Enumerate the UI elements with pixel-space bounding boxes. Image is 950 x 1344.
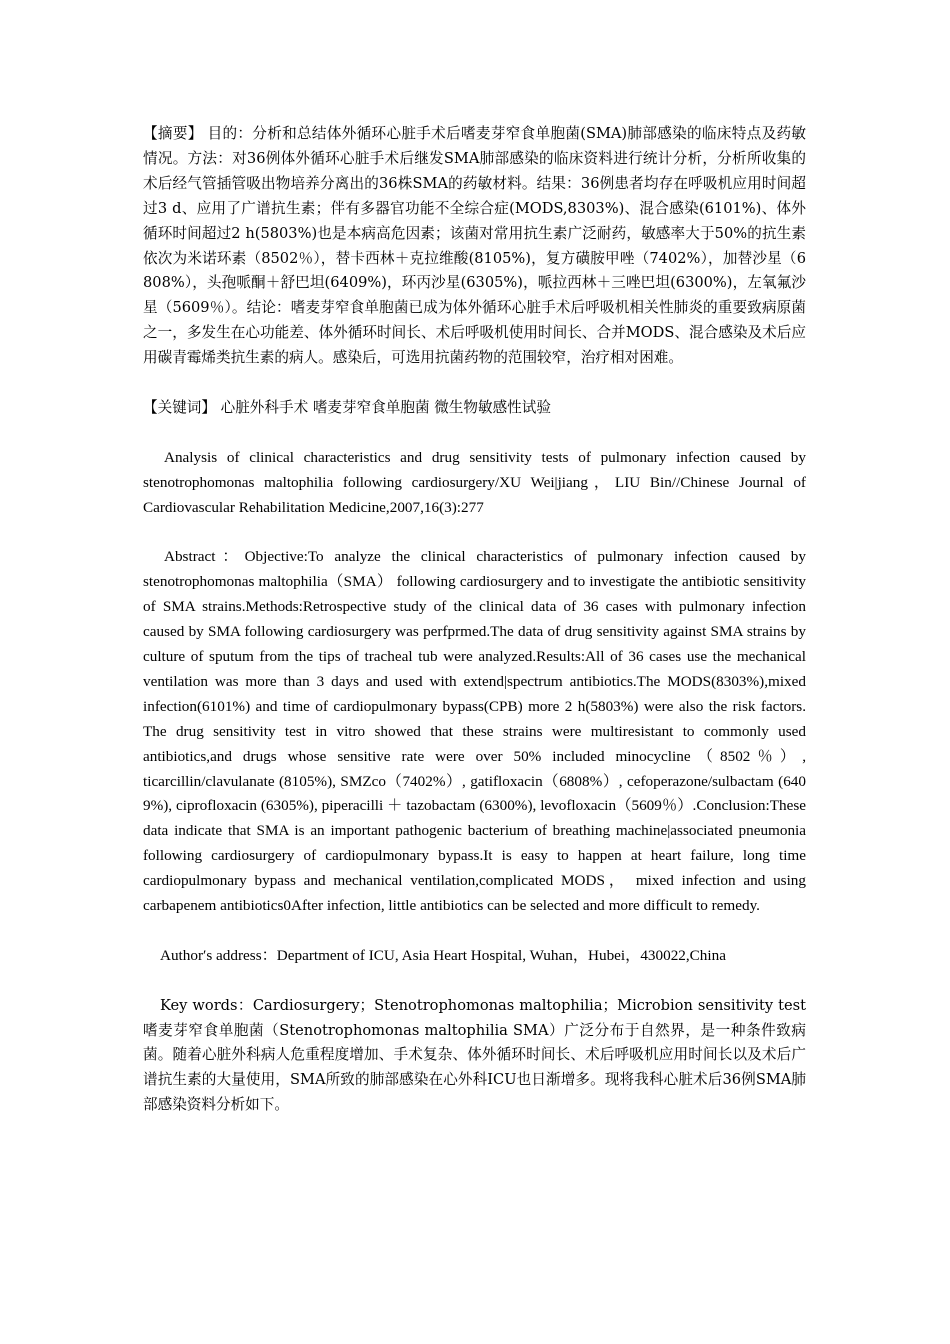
keywords-chinese-text: 心脏外科手术 嗜麦芽窄食单胞菌 微生物敏感性试验 [215,398,551,416]
keywords-english-and-introduction: Key words：Cardiosurgery；Stenotrophomonas maltophilia；Microbion sensitivity test 嗜麦芽窄食单胞菌（Stenotrophomonas maltophilia SMA）广泛分布于自然界，是一种条件致病菌。随着心脏外科病人危重程度增加、手术复杂、体外循环时间长、术后呼吸机应用时间长以及术后广谱抗生素的大量使用，SMA所致的肺部感染在心外科ICU也日渐增多。现将我科心脏术后36例SMA肺部感染资料分析如下。 [143,996,806,1114]
keywords-label: 【关键词】 [143,398,216,416]
author-address: Author′s address：Department of ICU, Asia Heart Hospital, Wuhan，Hubei，430022,China [160,946,726,964]
keywords-chinese [143,396,806,421]
abstract-label: 【摘要】 [143,125,203,142]
abstract-chinese [143,122,806,371]
abstract-english: Abstract：Objective:To analyze the clinical characteristics of pulmonary infection caused by stenotrophomonas maltophilia（SMA） following cardiosurgery and to investigate the antibiotic sensitivity of SMA strains.Methods:Retrospective study of the clinical data of 36 cases with pulmonary infection caused by SMA following cardiosurgery was perfprmed.The data of drug sensitivity against SMA strains by culture of sputum from the tips of tracheal tub were analyzed.Results:All of 36 cases use the mechanical ventilation was more than 3 days and used with extend|spectrum antibiotics.The MODS(8303%),mixed infection(6101%) and time of cardiopulmonary bypass(CPB) more 2 h(5803%) were also the risk factors. The drug sensitivity test in vitro showed that these strains were multiresistant to commonly used antibiotics,and drugs whose sensitive rate were over 50% included minocycline（8502％）, ticarcillin/clavulanate (8105%), SMZco（7402%）, gatifloxacin（6808%）, cefoperazone/sulbactam (640 9%), ciprofloxacin (6305%), piperacilli ＋ tazobactam (6300%), levofloxacin（5609％）.Conclusion:These data indicate that SMA is an important pathogenic bacterium of breathing machine|associated pneumonia following cardiosurgery of cardiopulmonary bypass.It is easy to happen at heart failure, long time cardiopulmonary bypass and mechanical ventilation,complicated MODS， mixed infection and using carbapenem antibiotics0After infection, little antibiotics can be selected and more difficult to remedy. [143,548,806,915]
abstract-chinese-text: 目的：分析和总结体外循环心脏手术后嗜麦芽窄食单胞菌(SMA)肺部感染的临床特点及药敏情况。方法：对36例体外循环心脏手术后继发SMA肺部感染的临床资料进行统计分析，分析所收集的术后经气管插管吸出物培养分离出的36株SMA的药敏材料。结果：36例患者均存在呼吸机应用时间超过3 d、应用了广谱抗生素；伴有多器官功能不全综合症(MODS,8303%)、混合感染(6101%)、体外循环时间超过2 h(5803%)也是本病高危因素；该菌对常用抗生素广泛耐药，敏感率大于50%的抗生素依次为米诺环素（8502％），替卡西林＋克拉维酸(8105%)，复方磺胺甲唑（7402%），加替沙星（6808%），头孢哌酮＋舒巴坦(6409%)，环丙沙星(6305%)，哌拉西林＋三唑巴坦(6300%)，左氧氟沙星（5609％）。结论：嗜麦芽窄食单胞菌已成为体外循环心脏手术后呼吸机相关性肺炎的重要致病原菌之一，多发生在心功能差、体外循环时间长、术后呼吸机使用时间长、合并MODS、混合感染及术后应用碳青霉烯类抗生素的病人。感染后，可选用抗菌药物的范围较窄，治疗相对困难。 [143,125,806,367]
citation-english: Analysis of clinical characteristics and drug sensitivity tests of pulmonary infection caused by stenotrophomonas maltophilia following cardiosurgery/XU Wei|jiang，LIU Bin//Chinese Journal of Cardiovascular Rehabilitation Medicine,2007,16(3):277 [143,448,806,516]
document-page [143,122,806,1118]
